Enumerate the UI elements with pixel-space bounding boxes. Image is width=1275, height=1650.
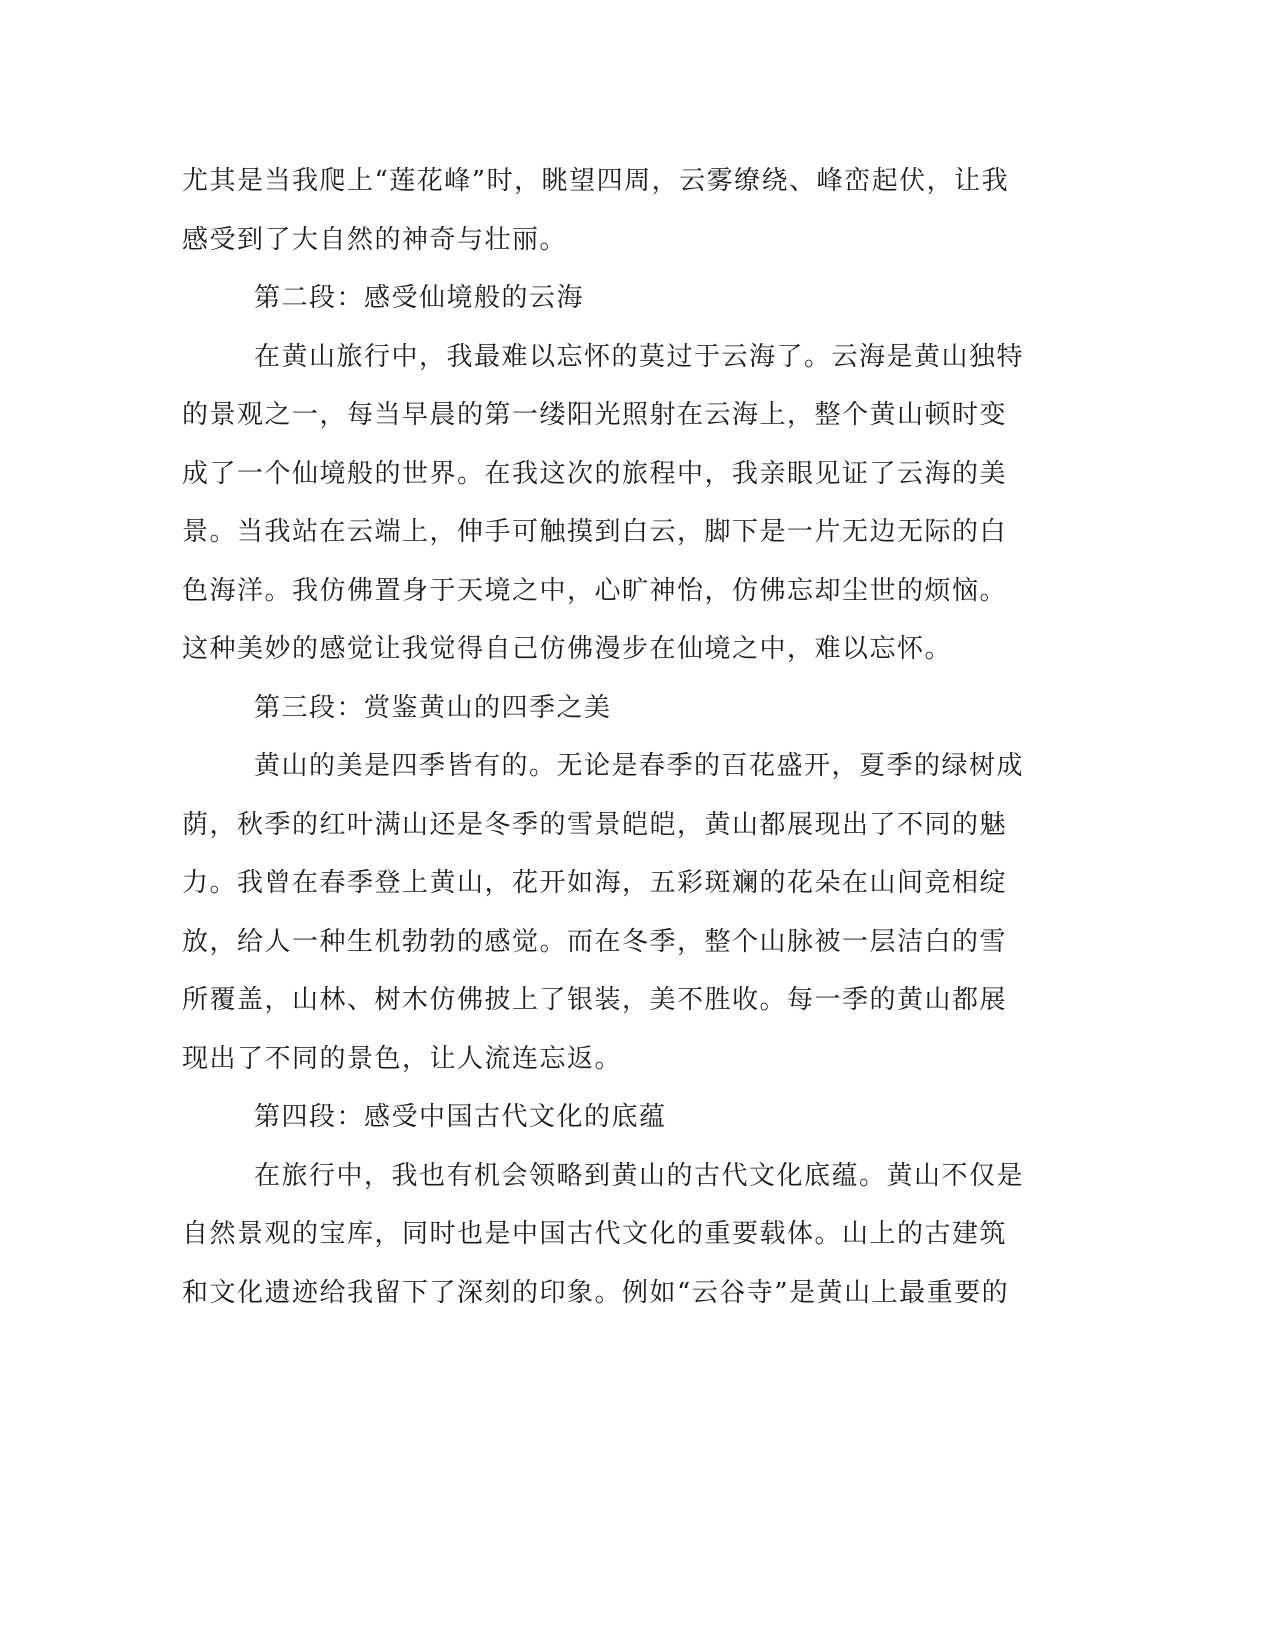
- paragraph-line: 现出了不同的景色，让人流连忘返。: [182, 1043, 623, 1074]
- section-heading: 第二段：感受仙境般的云海: [254, 283, 585, 313]
- paragraph-line: 放，给人一种生机勃勃的感觉。而在冬季，整个山脉被一层洁白的雪: [182, 926, 1008, 957]
- paragraph-line: 的景观之一，每当早晨的第一缕阳光照射在云海上，整个黄山顿时变: [182, 400, 1008, 430]
- paragraph-line: 所覆盖，山林、树木仿佛披上了银装，美不胜收。每一季的黄山都展: [182, 985, 1008, 1015]
- paragraph-line: 黄山的美是四季皆有的。无论是春季的百花盛开，夏季的绿树成: [254, 751, 1025, 781]
- paragraph-line: 在旅行中，我也有机会领略到黄山的古代文化底蕴。黄山不仅是: [254, 1160, 1025, 1191]
- paragraph-line: 尤其是当我爬上“莲花峰”时，眺望四周，云雾缭绕、峰峦起伏，让我: [182, 166, 1010, 196]
- paragraph-line: 这种美妙的感觉让我觉得自己仿佛漫步在仙境之中，难以忘怀。: [182, 634, 953, 664]
- paragraph-line: 和文化遗迹给我留下了深刻的印象。例如“云谷寺”是黄山上最重要的: [182, 1277, 1010, 1308]
- paragraph-line: 色海洋。我仿佛置身于天境之中，心旷神怡，仿佛忘却尘世的烦恼。: [182, 575, 1008, 606]
- paragraph-line: 力。我曾在春季登上黄山，花开如海，五彩斑斓的花朵在山间竞相绽: [182, 868, 1008, 898]
- paragraph-line: 成了一个仙境般的世界。在我这次的旅程中，我亲眼见证了云海的美: [182, 458, 1008, 489]
- paragraph-line: 在黄山旅行中，我最难以忘怀的莫过于云海了。云海是黄山独特: [254, 341, 1025, 372]
- paragraph-line: 荫，秋季的红叶满山还是冬季的雪景皑皑，黄山都展现出了不同的魅: [182, 809, 1008, 840]
- paragraph-line: 自然景观的宝库，同时也是中国古代文化的重要载体。山上的古建筑: [182, 1219, 1008, 1249]
- section-heading: 第四段：感受中国古代文化的底蕴: [254, 1102, 667, 1132]
- paragraph-line: 景。当我站在云端上，伸手可触摸到白云，脚下是一片无边无际的白: [182, 517, 1008, 547]
- paragraph-line: 感受到了大自然的神奇与壮丽。: [182, 224, 568, 255]
- document-body: [182, 152, 1028, 1322]
- section-heading: 第三段：赏鉴黄山的四季之美: [254, 692, 612, 723]
